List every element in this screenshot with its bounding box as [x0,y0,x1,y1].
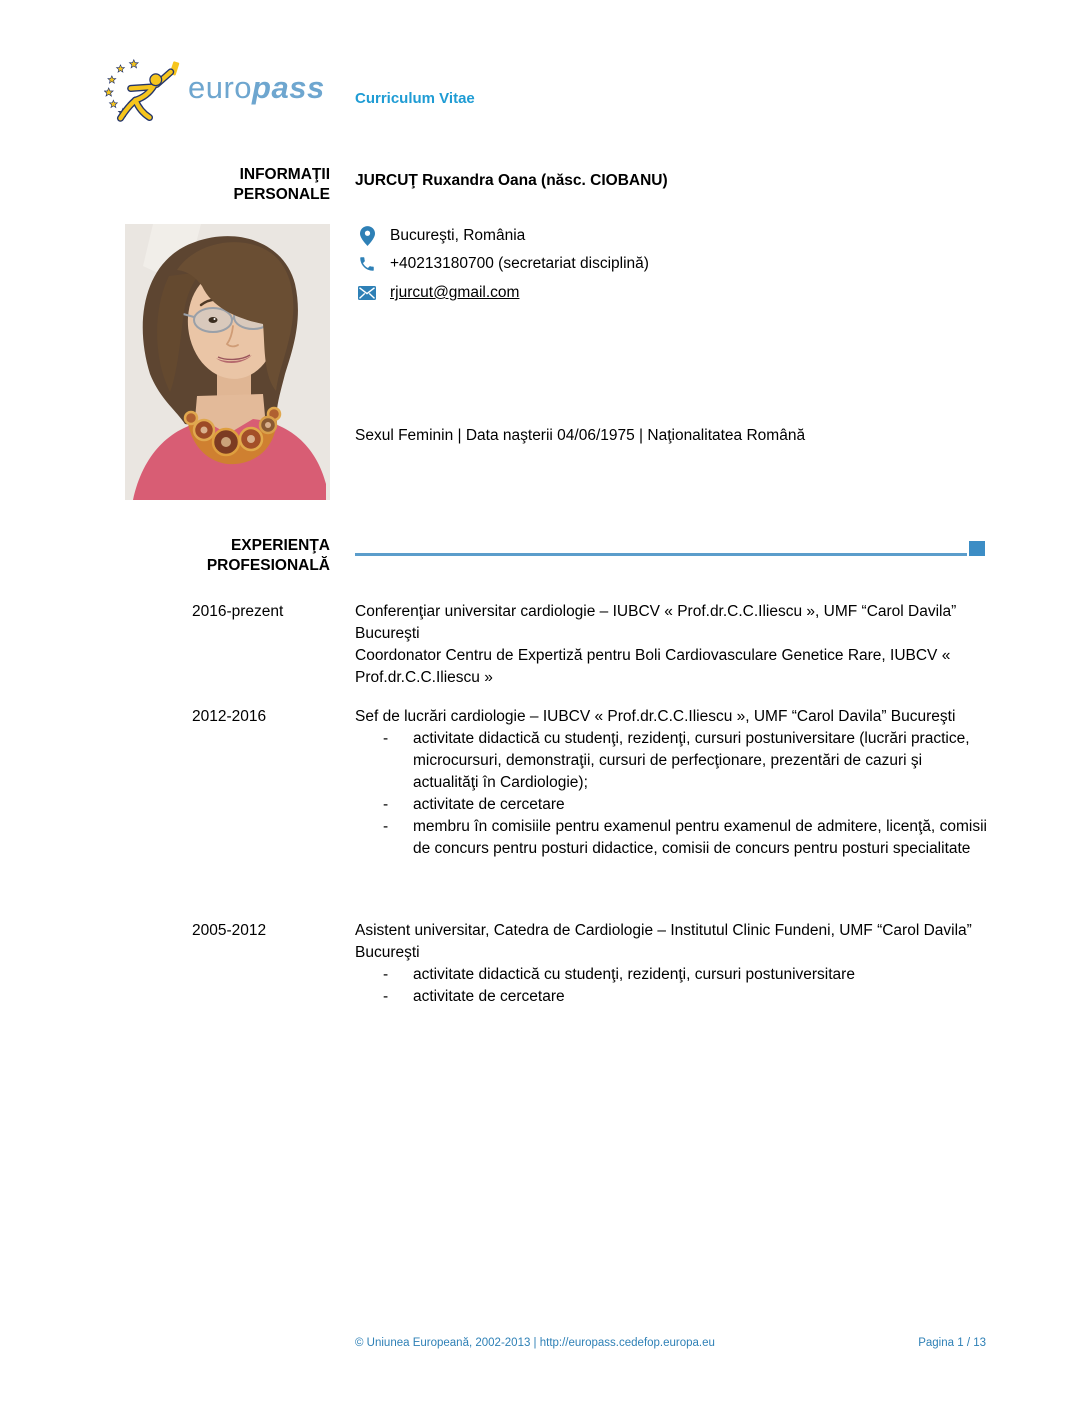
personal-section-label [40,165,330,205]
email-icon [357,286,377,300]
europass-wordmark [188,70,325,106]
bullet-dash: - [383,966,389,983]
bullet-item [355,728,987,794]
personal-section-label-line2: PERSONALE [233,186,330,203]
experience-section-label [40,536,330,576]
bullet-text: activitate didactică cu studenţi, rezidenţi, cursuri postuniversitare (lucrări practice, microcursuri, demonstraţii, cursuri de perfecţionare, prezentări de cazuri şi actualităţi în Cardiologie); [413,730,970,791]
experience-entry [355,706,987,860]
location-row [357,226,525,246]
document-type-label: Curriculum Vitae [355,90,475,107]
personal-section-label-line1: INFORMAŢII [239,166,330,183]
page-footer [355,1337,986,1349]
phone-text: +40213180700 (secretariat disciplină) [390,255,649,272]
experience-entry [355,601,987,689]
email-link[interactable]: rjurcut@gmail.com [390,284,520,301]
bullet-item [355,964,987,986]
bullet-item [355,816,987,860]
entry-period: 2016-prezent [192,603,284,620]
entry-title: Asistent universitar, Catedra de Cardiologie – Institutul Clinic Fundeni, UMF “Carol Davila” Bucureşti [355,922,972,961]
entry-period: 2005-2012 [192,922,267,939]
phone-row [357,255,649,273]
bullet-dash: - [383,730,389,747]
bullet-dash: - [383,818,389,835]
bullet-item [355,794,987,816]
demographics-line: Sexul Feminin | Data naşterii 04/06/1975 | Naţionalitatea Română [355,427,806,444]
profile-photo [125,224,330,500]
entry-period: 2012-2016 [192,708,267,725]
experience-entry [355,920,987,1008]
phone-icon [357,255,377,273]
location-text: Bucureşti, România [390,227,526,244]
experience-section-label-line2: PROFESIONALĂ [206,557,330,574]
brand-pass: pass [252,70,325,105]
bullet-text: membru în comisiile pentru examenul pentru examenul de admitere, licenţă, comisii de concurs pentru posturi didactice, comisii de concurs pentru posturi specialitate [413,818,987,857]
location-pin-icon [357,226,377,246]
experience-section-label-line1: EXPERIENŢA [230,537,330,554]
page-number: Pagina 1 / 13 [918,1337,986,1349]
entry-title: Conferenţiar universitar cardiologie – IUBCV « Prof.dr.C.C.Iliescu », UMF “Carol Davila” Bucureşti [355,603,957,642]
section-rule [355,553,967,556]
portrait-illustration [125,224,330,500]
bullet-list [355,964,987,1008]
email-row [357,284,519,302]
bullet-text: activitate didactică cu studenţi, rezidenţi, cursuri postuniversitare [413,966,855,983]
entry-detail: Coordonator Centru de Expertiză pentru Boli Cardiovasculare Genetice Rare, IUBCV « Prof.dr.C.C.Iliescu » [355,647,951,686]
bullet-text: activitate de cercetare [413,988,565,1005]
person-name: JURCUŢ Ruxandra Oana (născ. CIOBANU) [355,172,668,189]
bullet-text: activitate de cercetare [413,796,565,813]
bullet-item [355,986,987,1008]
entry-title: Sef de lucrări cardiologie – IUBCV « Prof.dr.C.C.Iliescu », UMF “Carol Davila” Bucureşti [355,708,956,725]
bullet-list [355,728,987,860]
bullet-dash: - [383,988,389,1005]
section-rule-end-square [969,541,985,556]
bullet-dash: - [383,796,389,813]
copyright-text: © Uniunea Europeană, 2002-2013 | http://europass.cedefop.europa.eu [355,1337,715,1349]
brand-euro: euro [188,70,253,105]
